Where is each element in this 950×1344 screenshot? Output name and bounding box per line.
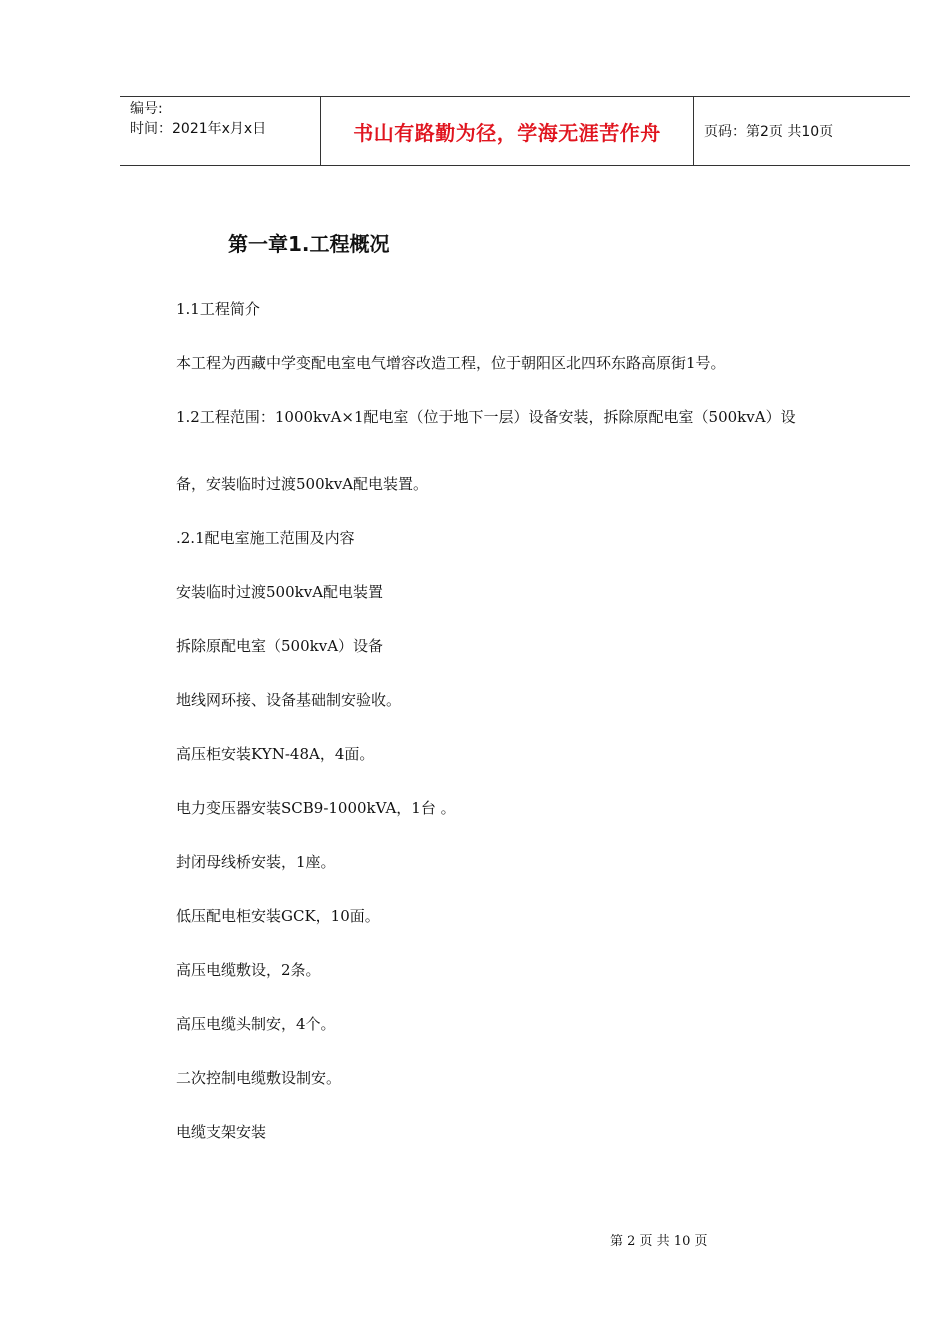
list-item: 二次控制电缆敷设制安。 — [176, 1069, 342, 1087]
list-item: 安装临时过渡500kvA配电装置 — [176, 583, 384, 601]
paragraph: 本工程为西藏中学变配电室电气增容改造工程，位于朝阳区北四环东路高原街1号。 — [176, 354, 726, 372]
header-meta-cell — [120, 97, 321, 165]
header-page-cell — [694, 97, 910, 165]
list-item: 高压电缆头制安，4个。 — [176, 1015, 336, 1033]
header-motto-cell — [321, 97, 694, 165]
list-item: 高压柜安装KYN-48A，4面。 — [176, 745, 375, 763]
paragraph: 备，安装临时过渡500kvA配电装置。 — [176, 475, 429, 493]
document-header — [120, 96, 910, 166]
list-item: 低压配电柜安装GCK，10面。 — [176, 907, 380, 925]
number-label: 编号: — [130, 101, 163, 117]
page-label: 页码：第2页 共10页 — [704, 124, 834, 140]
section-heading: 1.1工程简介 — [176, 300, 260, 318]
section-heading: .2.1配电室施工范围及内容 — [176, 529, 355, 547]
page-footer: 第 2 页 共 10 页 — [610, 1234, 708, 1249]
paragraph: 1.2工程范围：1000kvA×1配电室（位于地下一层）设备安装，拆除原配电室（500kvA）设 — [176, 408, 796, 426]
list-item: 地线网环接、设备基础制安验收。 — [176, 691, 402, 709]
list-item: 高压电缆敷设，2条。 — [176, 961, 321, 979]
list-item: 电缆支架安装 — [176, 1123, 267, 1141]
chapter-title: 第一章1.工程概况 — [228, 232, 390, 256]
motto-text: 书山有路勤为径，学海无涯苦作舟 — [353, 120, 661, 145]
list-item: 电力变压器安装SCB9-1000kVA，1台 。 — [176, 799, 456, 817]
list-item: 拆除原配电室（500kvA）设备 — [176, 637, 384, 655]
list-item: 封闭母线桥安装，1座。 — [176, 853, 336, 871]
time-label: 时间：2021年x月x日 — [130, 121, 267, 137]
